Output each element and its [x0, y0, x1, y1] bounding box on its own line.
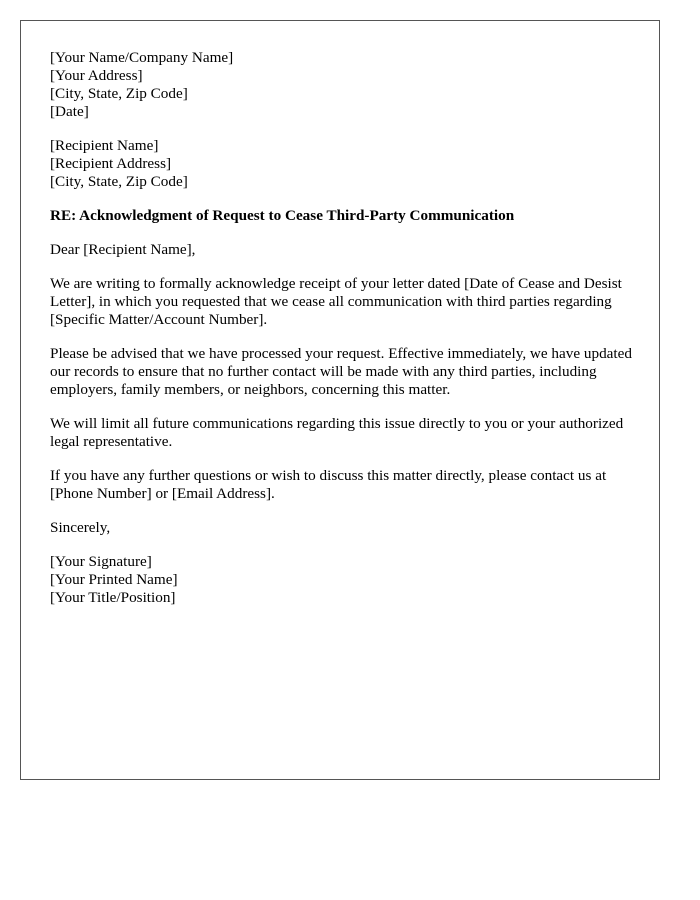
paragraph-limit-communications: We will limit all future communications regarding this issue directly to you or your authorized legal representative. — [50, 415, 624, 450]
sender-block — [50, 49, 635, 121]
letter-body — [50, 49, 635, 623]
printed-name: [Your Printed Name] — [50, 571, 178, 588]
signature-block — [50, 553, 635, 607]
recipient-city-state-zip: [City, State, Zip Code] — [50, 173, 188, 190]
paragraph-processed: Please be advised that we have processed your request. Effective immediately, we have updated our records to ensure that no further contact will be made with any third parties, including employers, family members, or neighbors, concerning this matter. — [50, 345, 632, 398]
paragraph-contact: If you have any further questions or wish to discuss this matter directly, please contact us at [Phone Number] or [Email Address]. — [50, 467, 607, 502]
sender-address: [Your Address] — [50, 67, 143, 84]
paragraph-acknowledgment: We are writing to formally acknowledge receipt of your letter dated [Date of Cease and Desist Letter], in which you requested that we cease all communication with third parties regarding [Specific Matter/Account Number]. — [50, 275, 622, 328]
salutation: Dear [Recipient Name], — [50, 241, 196, 258]
recipient-block — [50, 137, 635, 191]
sender-city-state-zip: [City, State, Zip Code] — [50, 85, 188, 102]
closing: Sincerely, — [50, 519, 111, 536]
recipient-address: [Recipient Address] — [50, 155, 172, 172]
letter-page — [20, 20, 660, 780]
title-position: [Your Title/Position] — [50, 589, 176, 606]
sender-name: [Your Name/Company Name] — [50, 49, 234, 66]
letter-date: [Date] — [50, 103, 89, 120]
subject-line: RE: Acknowledgment of Request to Cease Third-Party Communication — [50, 207, 515, 224]
signature: [Your Signature] — [50, 553, 152, 570]
recipient-name: [Recipient Name] — [50, 137, 159, 154]
